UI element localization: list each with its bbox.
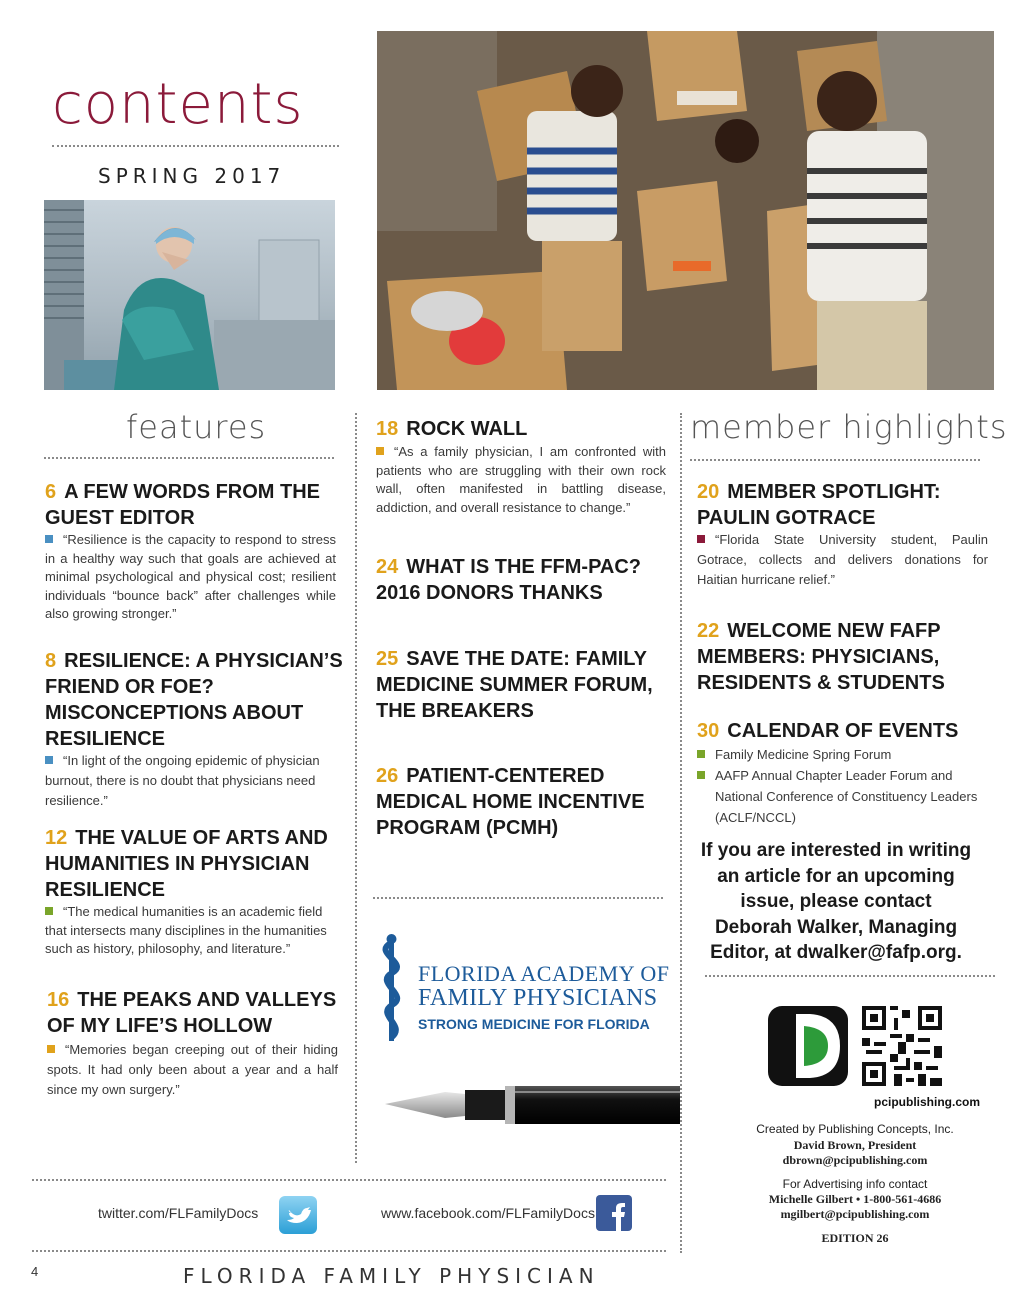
article-excerpt [45, 531, 336, 624]
facebook-icon[interactable] [596, 1195, 632, 1231]
page-number: 24 [376, 556, 399, 578]
nurse-photo-image [44, 200, 335, 390]
publisher-credit: Created by Publishing Concepts, Inc. [756, 1122, 954, 1136]
donations-photo-image [377, 31, 994, 390]
logo-tagline: STRONG MEDICINE FOR FLORIDA [418, 1016, 650, 1032]
donations-photo [377, 31, 994, 390]
fountain-pen-icon [385, 1072, 680, 1142]
article-excerpt [47, 1040, 338, 1100]
facebook-link[interactable]: www.facebook.com/FLFamilyDocs [381, 1205, 595, 1221]
page-number: 16 [47, 989, 70, 1011]
article-title[interactable] [697, 479, 987, 531]
article-excerpt [697, 530, 988, 590]
bullet-square-icon [47, 1045, 55, 1053]
column-divider-right [680, 413, 682, 1253]
article-title-text: ROCK WALL [406, 418, 528, 440]
article-title[interactable] [697, 618, 987, 696]
divider [32, 1250, 666, 1252]
bullet-square-icon [697, 535, 705, 543]
article-title-text: THE VALUE OF ARTS AND HUMANITIES IN PHYSICIAN RESILIENCE [45, 827, 328, 901]
facebook-f-icon [596, 1195, 632, 1231]
article-title[interactable] [376, 763, 661, 841]
divider [705, 975, 995, 977]
divider [32, 1179, 666, 1181]
advertising-email[interactable]: mgilbert@pcipublishing.com [780, 1207, 930, 1221]
fountain-pen-image [385, 1072, 680, 1142]
edition-label: EDITION 26 [821, 1231, 889, 1245]
page-number: 30 [697, 720, 720, 742]
nurse-photo [44, 200, 335, 390]
twitter-bird-icon [279, 1196, 317, 1234]
event-text: AAFP Annual Chapter Leader Forum and National Conference of Constituency Leaders (ACLF/NCCL) [715, 768, 978, 825]
issue-label: SPRING 2017 [98, 164, 286, 188]
excerpt-text: “Resilience is the capacity to respond to stress in a healthy way such that goals are achieved at minimal psychological and physical cost; resilient individuals “bounce back” after challenges while also growing stronger.” [45, 532, 336, 621]
pci-logo-icon [768, 1006, 848, 1086]
article-title-text: RESILIENCE: A PHYSICIAN’S FRIEND OR FOE? MISCONCEPTIONS ABOUT RESILIENCE [45, 650, 343, 750]
article-title[interactable] [45, 479, 340, 531]
publisher-website[interactable]: pcipublishing.com [873, 1095, 980, 1109]
article-excerpt [45, 751, 336, 811]
article-title[interactable] [697, 718, 987, 744]
article-title[interactable] [376, 646, 672, 724]
page-number: 6 [45, 481, 57, 503]
page-number: 26 [376, 765, 399, 787]
page-number: 25 [376, 648, 399, 670]
page-title: contents [52, 72, 304, 137]
article-title-text: PATIENT-CENTERED MEDICAL HOME INCENTIVE PROGRAM (PCMH) [376, 765, 645, 839]
twitter-link[interactable]: twitter.com/FLFamilyDocs [98, 1205, 259, 1221]
article-excerpt [45, 903, 336, 959]
event-text: Family Medicine Spring Forum [715, 747, 892, 762]
excerpt-text: “Memories began creeping out of their hiding spots. It had only been about a year and a half since my own surgery.” [47, 1042, 338, 1097]
magazine-name: FLORIDA FAMILY PHYSICIAN [183, 1264, 600, 1288]
article-title[interactable] [376, 416, 668, 442]
pci-logo [768, 1006, 848, 1086]
publisher-email[interactable]: dbrown@pcipublishing.com [782, 1153, 928, 1167]
article-title[interactable] [376, 554, 668, 606]
divider [52, 145, 339, 147]
excerpt-text: “As a family physician, I am confronted with patients who are struggling with their own rock wall, often manifested in battling disease, addiction, and overall resistance to change.” [376, 444, 666, 515]
page-number: 18 [376, 418, 399, 440]
bullet-square-icon [376, 447, 384, 455]
article-title-text: WHAT IS THE FFM-PAC? 2016 DONORS THANKS [376, 556, 642, 604]
advertising-contact: Michelle Gilbert • 1-800-561-4686 [768, 1192, 942, 1206]
page-number-footer: 4 [31, 1264, 39, 1279]
publisher-president: David Brown, President [793, 1138, 917, 1152]
bullet-square-icon [45, 907, 53, 915]
advertising-label: For Advertising info contact [782, 1177, 928, 1191]
excerpt-text: “Florida State University student, Paulin Gotrace, collects and delivers donations for Haitian hurricane relief.” [697, 532, 988, 587]
article-title-text: THE PEAKS AND VALLEYS OF MY LIFE’S HOLLOW [47, 989, 337, 1037]
article-title-text: SAVE THE DATE: FAMILY MEDICINE SUMMER FORUM, THE BREAKERS [376, 648, 653, 722]
qr-code-icon [862, 1006, 942, 1086]
event-list [697, 745, 988, 828]
fafp-logo [370, 933, 670, 1048]
excerpt-text: “The medical humanities is an academic field that intersects many disciplines in the humanities such as history, philosophy, and literature.” [45, 904, 327, 956]
article-title-text: A FEW WORDS FROM THE GUEST EDITOR [45, 481, 321, 529]
logo-line-1: FLORIDA ACADEMY OF [418, 961, 670, 986]
caduceus-icon [370, 933, 414, 1045]
bullet-square-icon [45, 756, 53, 764]
divider [373, 897, 663, 899]
page-number: 20 [697, 481, 720, 503]
article-title-text: WELCOME NEW FAFP MEMBERS: PHYSICIANS, RESIDENTS & STUDENTS [697, 620, 945, 694]
qr-code[interactable] [862, 1006, 942, 1086]
bullet-square-icon [697, 750, 705, 758]
page-number: 8 [45, 650, 57, 672]
twitter-icon[interactable] [279, 1196, 317, 1234]
page-number: 12 [45, 827, 68, 849]
divider [690, 459, 980, 461]
bullet-square-icon [45, 535, 53, 543]
event-item [697, 765, 988, 828]
divider [44, 457, 334, 459]
member-highlights-heading: member highlights [690, 408, 1008, 446]
features-heading: features [126, 408, 267, 446]
article-title-text: MEMBER SPOTLIGHT: PAULIN GOTRACE [697, 481, 941, 529]
column-divider-left [355, 413, 357, 1163]
article-excerpt [376, 443, 666, 517]
event-item [697, 745, 988, 765]
logo-line-2: FAMILY PHYSICIANS [418, 985, 658, 1011]
article-title-text: CALENDAR OF EVENTS [727, 720, 959, 742]
bullet-square-icon [697, 771, 705, 779]
excerpt-text: “In light of the ongoing epidemic of physician burnout, there is no doubt that physicians need resilience.” [45, 753, 320, 808]
article-title[interactable] [45, 825, 340, 903]
contribute-callout: If you are interested in writing an article for an upcoming issue, please contact Deborah Walker, Managing Editor, at dwalker@fafp.org. [700, 840, 972, 963]
article-title[interactable] [47, 987, 342, 1039]
article-title[interactable] [45, 648, 345, 752]
page-number: 22 [697, 620, 720, 642]
